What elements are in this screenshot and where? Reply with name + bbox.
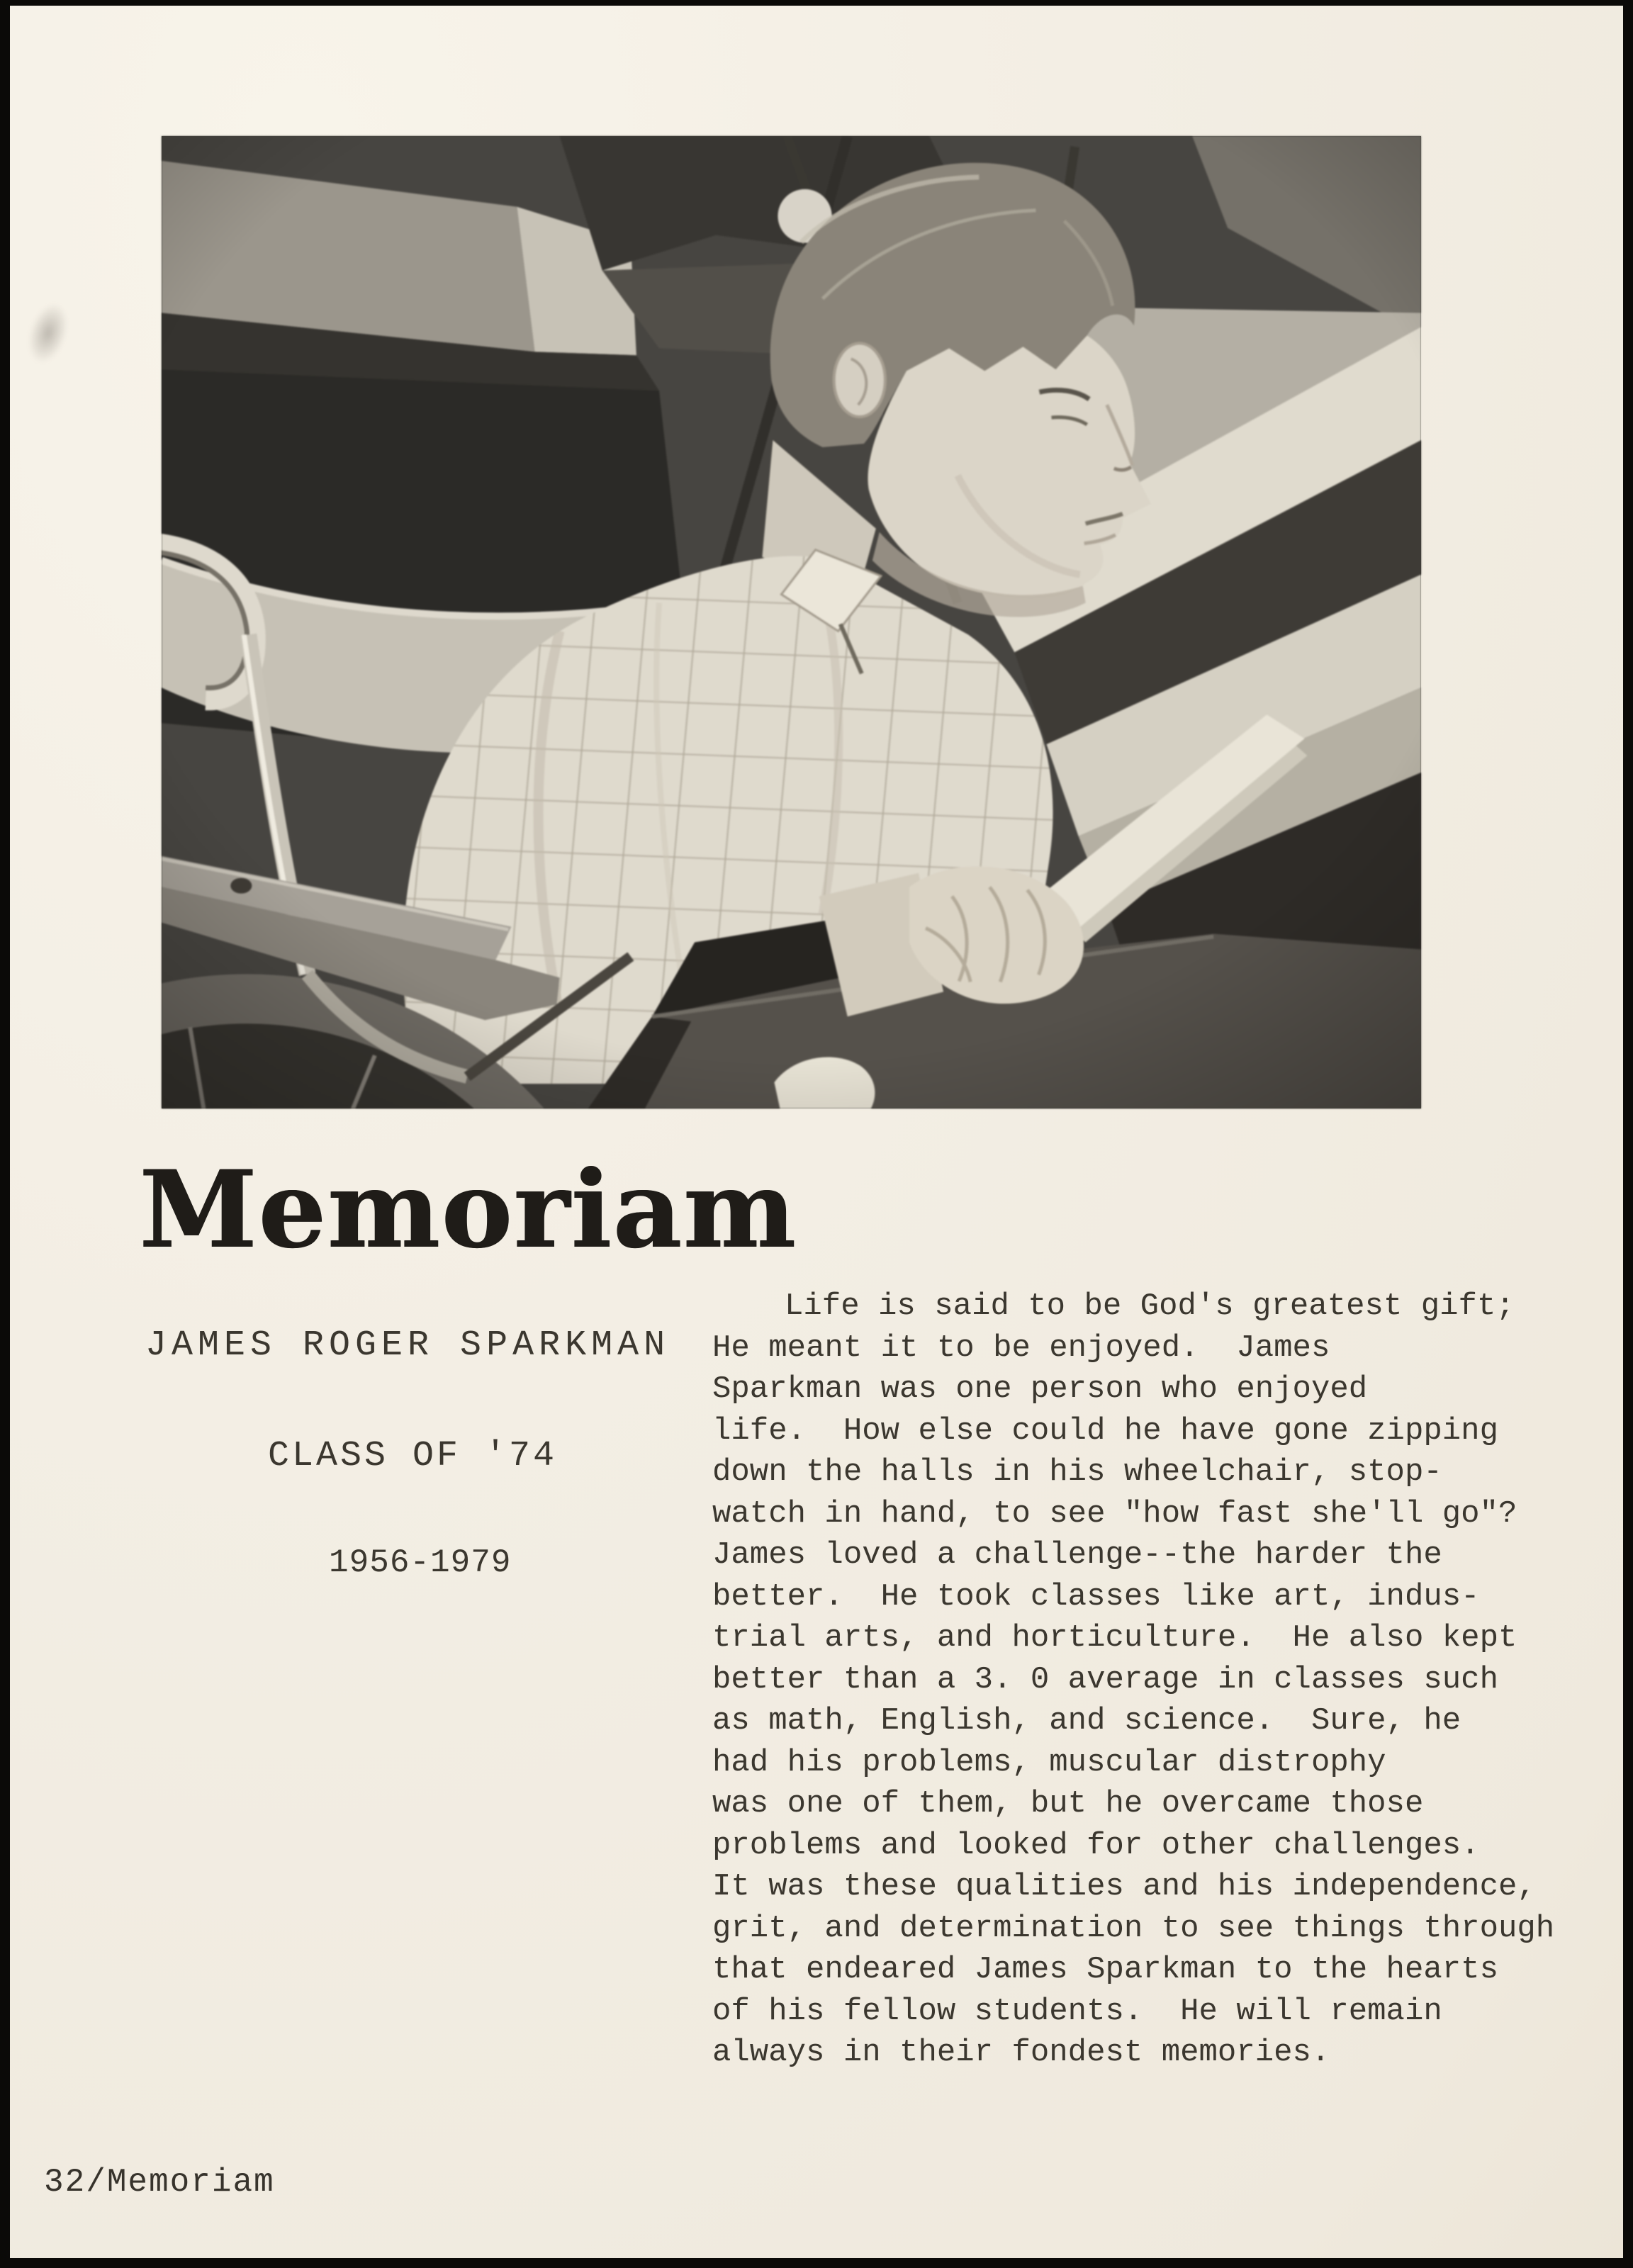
body-text-line: Sparkman was one person who enjoyed: [712, 1371, 1368, 1407]
body-text-line: problems and looked for other challenges.: [712, 1827, 1480, 1863]
page-folio: 32/Memoriam: [44, 2164, 275, 2201]
memorial-photo: [162, 136, 1421, 1108]
body-text-line: watch in hand, to see "how fast she'll go"?: [712, 1495, 1517, 1532]
body-text-line: It was these qualities and his independence,: [712, 1869, 1536, 1904]
memorial-photo-illustration: [162, 136, 1421, 1108]
body-text-line: down the halls in his wheelchair, stop-: [712, 1454, 1442, 1490]
body-text-line: grit, and determination to see things through: [712, 1910, 1555, 1946]
body-text-line: that endeared James Sparkman to the hearts: [712, 1952, 1498, 1987]
body-text-line: life. How else could he have gone zipping: [712, 1413, 1498, 1449]
body-text-line: always in their fondest memories.: [712, 2035, 1330, 2070]
body-text-line: trial arts, and horticulture. He also kept: [712, 1620, 1517, 1656]
memorial-name: JAMES ROGER SPARKMAN: [145, 1325, 670, 1366]
body-text-line: James loved a challenge--the harder the: [712, 1537, 1442, 1573]
page-paper: [10, 6, 1623, 2258]
body-text-line: had his problems, muscular distrophy: [712, 1744, 1386, 1780]
body-text-line: of his fellow students. He will remain: [712, 1993, 1442, 2029]
page-title: Memoriam: [139, 1147, 797, 1272]
body-text-line: Life is said to be God's greatest gift;: [785, 1289, 1515, 1324]
body-text-line: better than a 3. 0 average in classes such: [712, 1661, 1498, 1697]
body-text-line: He meant it to be enjoyed. James: [712, 1330, 1330, 1366]
body-text-line: as math, English, and science. Sure, he: [712, 1703, 1461, 1739]
memorial-class: CLASS OF '74: [268, 1436, 558, 1476]
memorial-body-text: [712, 1286, 1612, 2074]
body-text-line: better. He took classes like art, indus-: [712, 1578, 1480, 1615]
body-text-line: was one of them, but he overcame those: [712, 1786, 1424, 1821]
paper-smudge: [21, 298, 76, 369]
memorial-years: 1956-1979: [329, 1544, 512, 1581]
